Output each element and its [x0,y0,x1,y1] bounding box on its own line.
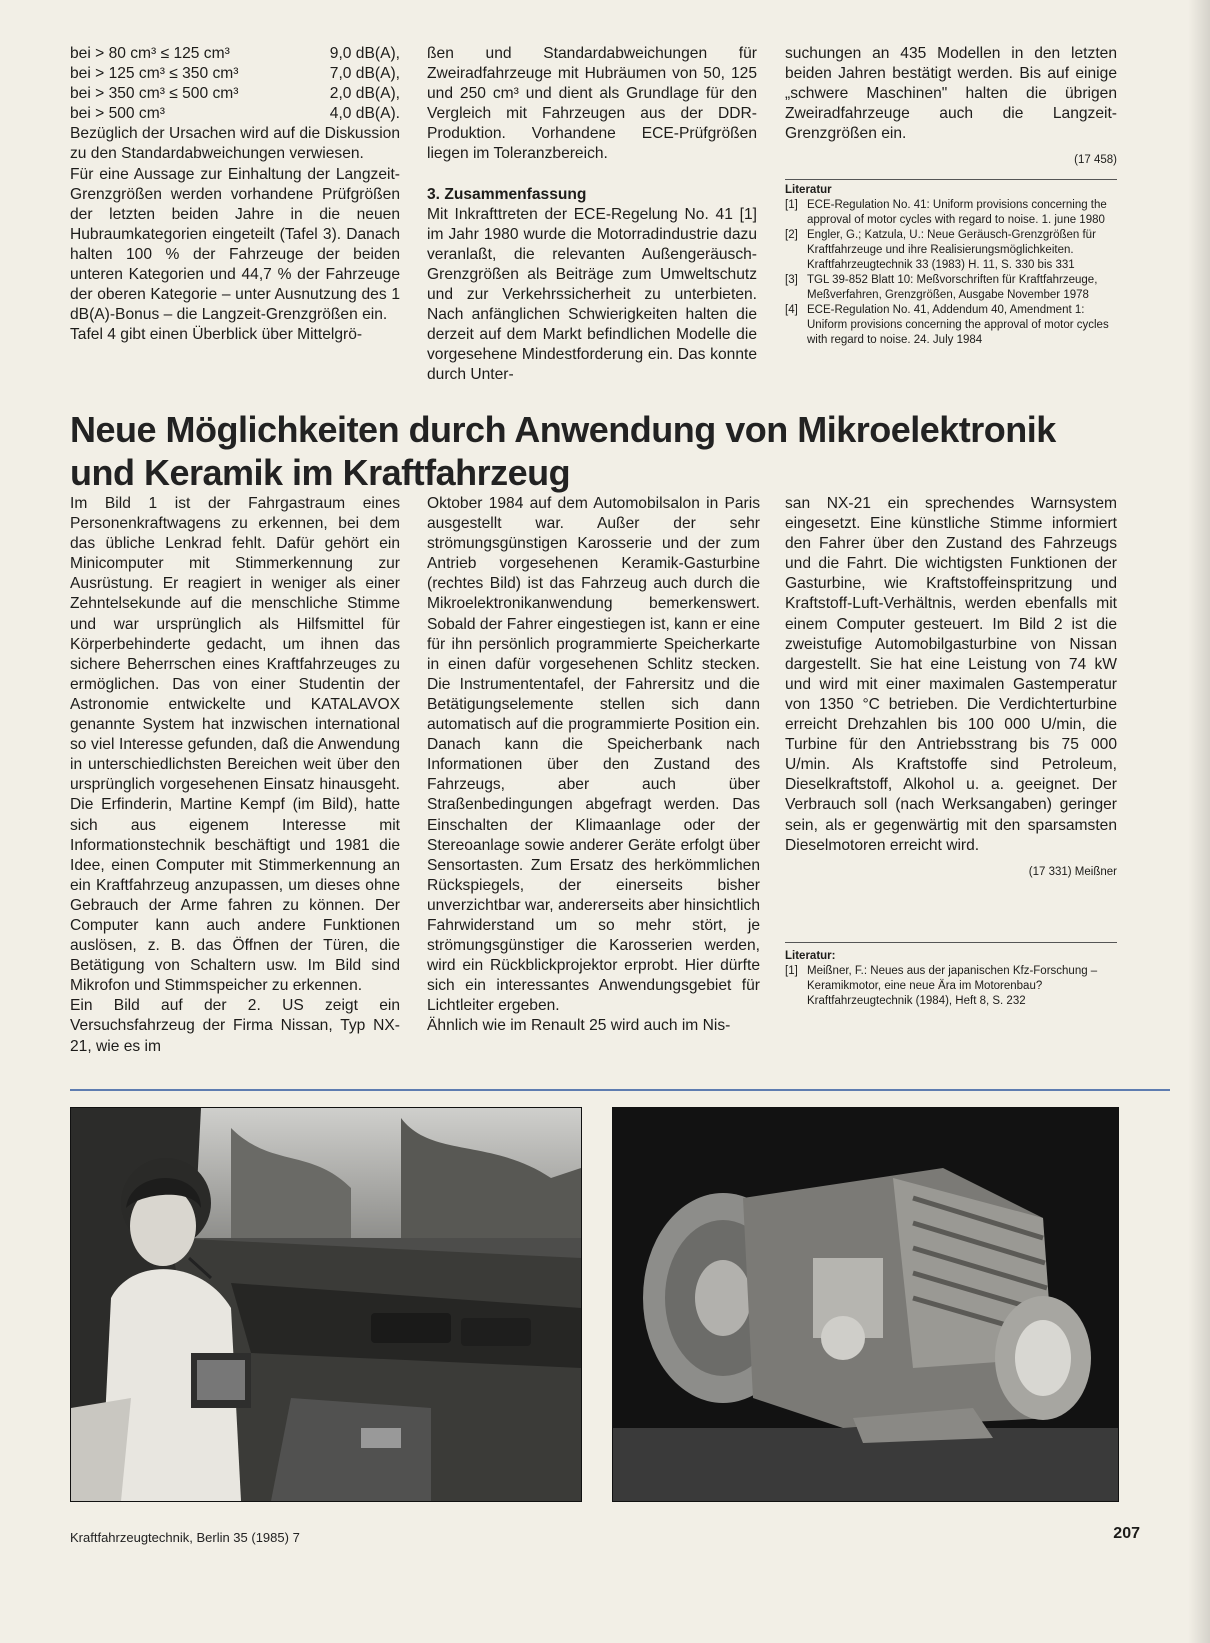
literature-text: Engler, G.; Katzula, U.: Neue Geräusch-Grenzgrößen für Kraftfahrzeuge und ihre Realisierungsmöglichkeiten. Kraftfahrzeugtechnik 33 (1983) H. 11, S. 330 bis 331 [807,228,1096,271]
headline-line-2: und Keramik im Kraftfahrzeug [70,452,571,493]
literature-number: [1] [785,964,798,977]
spec-label: bei > 80 cm³ ≤ 125 cm³ [70,45,230,62]
literature-item [785,273,1117,303]
spec-row [70,104,400,124]
car-interior-illustration [71,1108,581,1501]
spec-label: bei > 500 cm³ [70,105,165,123]
spec-row [70,44,400,64]
literature-item [785,198,1117,228]
top-column-3 [785,44,1117,348]
paragraph: Bezüglich der Ursachen wird auf die Diskussion zu den Standardabweichungen verwiesen. [70,125,400,163]
literature-item [785,964,1117,1009]
paragraph: Oktober 1984 auf dem Automobilsalon in Paris ausgestellt war. Außer der sehr strömungsgünstigen Karosserie und der zum Antrieb vorgesehenen Keramik-Gasturbine (rechtes Bild) ist das Fahrzeug auch durch die Mikroelektronikanwendung bemerkenswert. Sobald der Fahrer eingestiegen ist, kann er eine für ihn persönlich programmierte Speicherkarte in einen dafür vorgesehenen Schlitz stecken. Die Instrumententafel, der Fahrersitz und die Betätigungselemente stellen sich dann automatisch auf die programmierte Position ein. Danach kann die Speicherbank nach Informationen über den Zustand des Fahrzeugs, aber auch über Straßenbedingungen abgefragt werden. Das Einschalten der Klimaanlage oder der Stereoanlage sowie anderer Geräte erfolgt über Sensortasten. Zum Ersatz des herkömmlichen Rückspiegels, der einerseits bisher unverzichtbar war, andererseits aber hinsichtlich Fahrwiderstand um so mehr stört, je strömungsgünstiger die Karosserien werden, wird ein Rückblickprojektor erprobt. Hier dürfte sich ein interessantes Anwendungsgebiet für Lichtleiter ergeben. [427,495,760,1015]
literature-block [785,179,1117,348]
headline-line-1: Neue Möglichkeiten durch Anwendung von Mikroelektronik [70,409,1056,450]
literature-text: ECE-Regulation No. 41: Uniform provisions concerning the approval of motor cycles with regard to noise. 1. june 1980 [807,198,1107,226]
literature-number: [2] [785,228,798,241]
literature-number: [4] [785,303,798,316]
spec-value: 9,0 dB(A), [329,45,400,62]
paragraph: Mit Inkrafttreten der ECE-Regelung No. 41 [1] im Jahr 1980 wurde die Motorradindustrie dazu veranlaßt, die relevanten Außengeräusch-Grenzgrößen als Beiträge zum Umweltschutz und zur Verkehrssicherheit zu unterbieten. Nach anfänglichen Schwierigkeiten halten die derzeit auf dem Markt befindlichen Modelle die vorgesehene Mindestforderung ein. Das konnte durch Unter- [427,205,757,384]
article-column-2 [427,494,760,1037]
gas-turbine-illustration [613,1108,1118,1501]
paragraph: Ähnlich wie im Renault 25 wird auch im Nis- [427,1017,731,1035]
paragraph: Tafel 4 gibt einen Überblick über Mittelgrö- [70,326,363,344]
top-column-2 [427,44,757,386]
article-column-1 [70,494,400,1057]
literature-text: Meißner, F.: Neues aus der japanischen Kfz-Forschung – Keramikmotor, eine neue Ära im Motorenbau? Kraftfahrzeugtechnik (1984), Heft 8, S. 232 [807,964,1098,1007]
literature-block [785,942,1117,1009]
spec-value: 7,0 dB(A), [329,65,400,83]
paragraph: Im Bild 1 ist der Fahrgastraum eines Personenkraftwagens zu erkennen, bei dem das übliche Lenkrad fehlt. Dafür gehört ein Minicomputer mit Stimmerkennung zur Ausrüstung. Er reagiert in weniger als einer Zehntelsekunde auf die menschliche Stimme und war ursprünglich als Hilfsmittel für Körperbehinderte gedacht, um ihnen das sichere Beherrschen eines Kraftfahrzeuges zu ermöglichen. Das von einer Studentin der Astronomie entwickelte und KATALAVOX genannte System hat inzwischen international so viel Interesse gefunden, daß die Anwendung in unterschiedlichsten Bereichen weit über den ursprünglich vorgesehenen Einsatz hinausgeht. Die Erfinderin, Martine Kempf (im Bild), hatte sich aus eigenem Interesse mit Informationstechnik beschäftigt und 1981 die Idee, einen Computer mit Stimmerkennung an ein Kraftfahrzeug anzupassen, um dieses ohne Gebrauch der Arme fahren zu können. Der Computer kann auch andere Funktionen auslösen, z. B. das Öffnen der Türen, die Betätigung von Schaltern usw. Im Bild sind Mikrofon und Stimmspeicher zu erkennen. [70,495,400,995]
spec-list [70,44,400,124]
literature-item [785,303,1117,348]
spec-label: bei > 350 cm³ ≤ 500 cm³ [70,85,239,103]
spec-value: 2,0 dB(A), [329,85,400,103]
spec-row [70,64,400,84]
paragraph: suchungen an 435 Modellen in den letzten beiden Jahren bestätigt werden. Bis auf einige „schwere Maschinen" halten die übrigen Zweiradfahrzeuge auch die Langzeit-Grenzgrößen ein. [785,45,1117,143]
literature-number: [3] [785,273,798,286]
paragraph: Ein Bild auf der 2. US zeigt ein Versuchsfahrzeug der Firma Nissan, Typ NX-21, wie es im [70,997,400,1055]
literature-number: [1] [785,198,798,211]
gas-turbine-photo [612,1107,1119,1502]
literature-text: ECE-Regulation No. 41, Addendum 40, Amendment 1: Uniform provisions concerning the approval of motor cycles with regard to noise. 24. July 1984 [807,303,1109,346]
article-headline [70,408,1180,494]
spec-row [70,84,400,104]
paragraph: ßen und Standardabweichungen für Zweiradfahrzeuge mit Hubräumen von 50, 125 und 250 cm³ und dient als Grundlage für den Vergleich mit Fahrzeugen aus der DDR-Produktion. Vorhandene ECE-Prüfgrößen liegen im Toleranzbereich. [427,45,757,163]
literature-title: Literatur: [785,949,836,962]
paragraph: Für eine Aussage zur Einhaltung der Langzeit-Grenzgrößen werden vorhandene Prüfgrößen der letzten beiden Jahre in die neuen Hubraumkategorien eingeteilt (Tafel 3). Danach halten 100 % der Fahrzeuge der beiden unteren Kategorien und 44,7 % der Fahrzeuge der oberen Kategorie – unter Ausnutzung des 1 dB(A)-Bonus – die Langzeit-Grenzgrößen ein. [70,165,400,324]
literature-item [785,228,1117,273]
section-divider [70,1089,1170,1091]
spec-value: 4,0 dB(A). [329,105,400,123]
article-reference: (17 458) [1074,154,1117,167]
section-heading: 3. Zusammenfassung [427,185,587,203]
article-column-3 [785,494,1117,1009]
page-number: 207 [1113,1525,1140,1542]
car-interior-photo [70,1107,582,1502]
article-reference: (17 331) Meißner [1028,865,1117,878]
literature-text: TGL 39-852 Blatt 10: Meßvorschriften für Kraftfahrzeuge, Meßverfahren, Grenzgrößen, Ausgabe November 1978 [807,273,1098,301]
literature-title: Literatur [785,183,832,196]
top-column-1 [70,44,400,345]
spec-label: bei > 125 cm³ ≤ 350 cm³ [70,65,239,83]
paragraph: san NX-21 ein sprechendes Warnsystem eingesetzt. Eine künstliche Stimme informiert den Fahrer über den Zustand des Fahrzeugs und die Fahrt. Die wichtigsten Funktionen der Gasturbine, wie Kraftstoffeinspritzung und Kraftstoff-Luft-Verhältnis, werden ebenfalls mit einem Computer gesteuert. Im Bild 2 ist die zweistufige Automobilgasturbine von Nissan dargestellt. Sie hat eine Leistung von 74 kW und wird mit einer maximalen Gastemperatur von 1350 °C betrieben. Die Verdichterturbine erreicht Drehzahlen bis 100 000 U/min, die Turbine für den Antriebsstrang bis 75 000 U/min. Als Kraftstoffe sind Petroleum, Dieselkraftstoff, Alkohol u. a. geeignet. Der Verbrauch soll (nach Werksangaben) geringer sein, als er gegenwärtig mit den sparsamsten Dieselmotoren erreicht wird. [785,495,1117,854]
journal-footer: Kraftfahrzeugtechnik, Berlin 35 (1985) 7 [70,1530,300,1545]
page-edge-shadow [1188,0,1210,1643]
